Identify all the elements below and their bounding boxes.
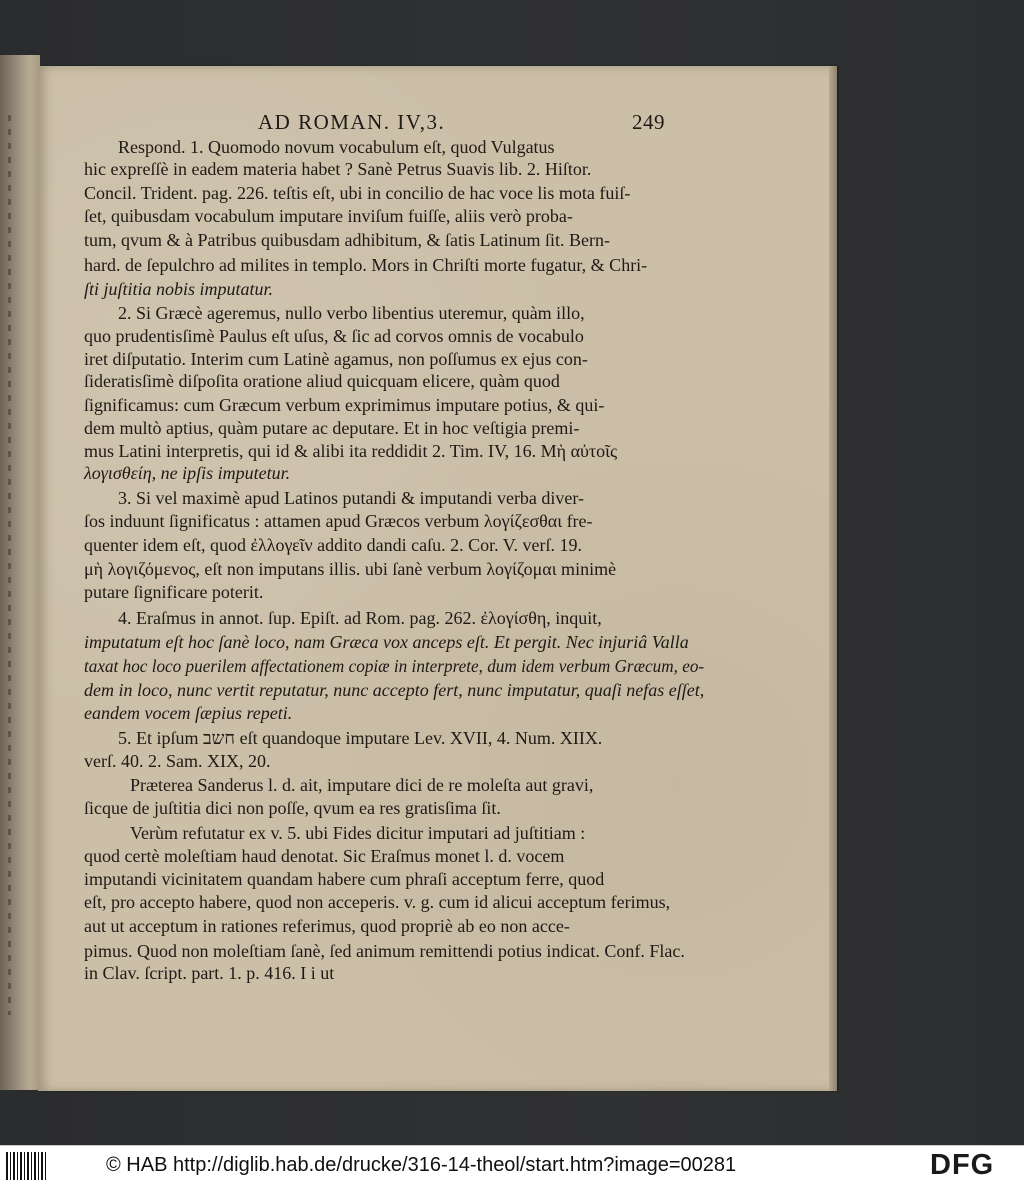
text-line: λογισθείη, ne ipſis imputetur. [84, 463, 291, 483]
text-line: ſideratisſimè diſpoſita oratione aliud quicquam elicere, quàm quod [84, 371, 560, 391]
text-line: eſt, pro accepto habere, quod non acceperis. v. g. cum id alicui acceptum ferimus, [84, 892, 671, 912]
barcode-icon [6, 1152, 48, 1180]
book-binding-edge [0, 55, 40, 1090]
text-line: in Clav. ſcript. part. 1. p. 416. I i ut [84, 963, 335, 983]
running-head: AD ROMAN. IV,3. [258, 110, 446, 134]
text-line: aut ut acceptum in rationes referimus, quod propriè ab eo non acce- [84, 916, 570, 936]
text-line: mus Latini interpretis, qui id & alibi ita reddidit 2. Tim. IV, 16. Μὴ αὐτοῖς [84, 441, 618, 461]
footer-bar [0, 1145, 1024, 1186]
text-line: Præterea Sanderus l. d. ait, imputare dici de re moleſta aut gravi, [130, 775, 594, 795]
text-line: ſti juſtitia nobis imputatur. [84, 279, 274, 299]
text-line: dem multò aptius, quàm putare ac deputare. Et in hoc veſtigia premi- [84, 418, 580, 438]
text-line: Respond. 1. Quomodo novum vocabulum eſt, quod Vulgatus [118, 137, 555, 157]
text-line: 4. Eraſmus in annot. ſup. Epiſt. ad Rom. pag. 262. ἐλογίσθη, inquit, [118, 608, 602, 628]
dfg-logo: DFG [930, 1149, 995, 1181]
text-line: pimus. Quod non moleſtiam ſanè, ſed animum remittendi potius indicat. Conf. Flac. [84, 941, 685, 961]
text-line: quo prudentisſimè Paulus eſt uſus, & ſic ad corvos omnis de vocabulo [84, 326, 584, 346]
text-line: ſicque de juſtitia dici non poſſe, qvum ea res gratisſima ſit. [84, 798, 501, 818]
text-line: imputandi vicinitatem quandam habere cum phraſi acceptum ferre, quod [84, 869, 605, 889]
text-line: quenter idem eſt, quod ἐλλογεῖν addito dandi caſu. 2. Cor. V. verſ. 19. [84, 535, 582, 555]
text-line: Concil. Trident. pag. 226. teſtis eſt, ubi in concilio de hac voce lis mota fuiſ- [84, 183, 631, 203]
text-line: ſignificamus: cum Græcum verbum exprimimus imputare potius, & qui- [84, 395, 605, 415]
text-line: iret diſputatio. Interim cum Latinè agamus, non poſſumus ex ejus con- [84, 349, 588, 369]
text-line: ſet, quibusdam vocabulum imputare inviſum fuiſſe, aliis verò proba- [84, 206, 573, 226]
text-line: dem in loco, nunc vertit reputatur, nunc accepto fert, nunc imputatur, quaſi nefas eſſet, [84, 680, 705, 700]
source-credit[interactable]: © HAB http://diglib.hab.de/drucke/316-14-theol/start.htm?image=00281 [106, 1154, 737, 1176]
text-line: tum, qvum & à Patribus quibusdam adhibitum, & ſatis Latinum ſit. Bern- [84, 230, 610, 250]
text-line: verſ. 40. 2. Sam. XIX, 20. [84, 751, 271, 771]
text-line: eandem vocem ſæpius repeti. [84, 703, 293, 723]
text-line: μὴ λογιζόμενος, eſt non imputans illis. ubi ſanè verbum λογίζομαι minimè [84, 559, 617, 579]
text-line: quod certè moleſtiam haud denotat. Sic Eraſmus monet l. d. vocem [84, 846, 565, 866]
page-number: 249 [632, 110, 665, 134]
page-edge [829, 66, 837, 1091]
text-line: 3. Si vel maximè apud Latinos putandi & imputandi verba diver- [118, 488, 585, 508]
text-line: ſos induunt ſignificatus : attamen apud Græcos verbum λογίζεσθαι fre- [84, 511, 593, 531]
text-line: hard. de ſepulchro ad milites in templo. Mors in Chriſti morte fugatur, & Chri- [84, 255, 648, 275]
text-line: hic expreſſè in eadem materia habet ? Sanè Petrus Suavis lib. 2. Hiſtor. [84, 159, 592, 179]
text-line: Verùm refutatur ex v. 5. ubi Fides dicitur imputari ad juſtitiam : [130, 823, 586, 843]
text-line: taxat hoc loco puerilem affectationem copiæ in interprete, dum idem verbum Græcum, eo- [84, 656, 705, 676]
text-line: 5. Et ipſum חשב eſt quandoque imputare Lev. XVII, 4. Num. XIIX. [118, 728, 603, 748]
text-line: putare ſignificare poterit. [84, 582, 264, 602]
text-line: 2. Si Græcè ageremus, nullo verbo libentius uteremur, quàm illo, [118, 303, 585, 323]
text-line: imputatum eſt hoc ſanè loco, nam Græca vox anceps eſt. Et pergit. Nec injuriâ Valla [84, 632, 689, 652]
